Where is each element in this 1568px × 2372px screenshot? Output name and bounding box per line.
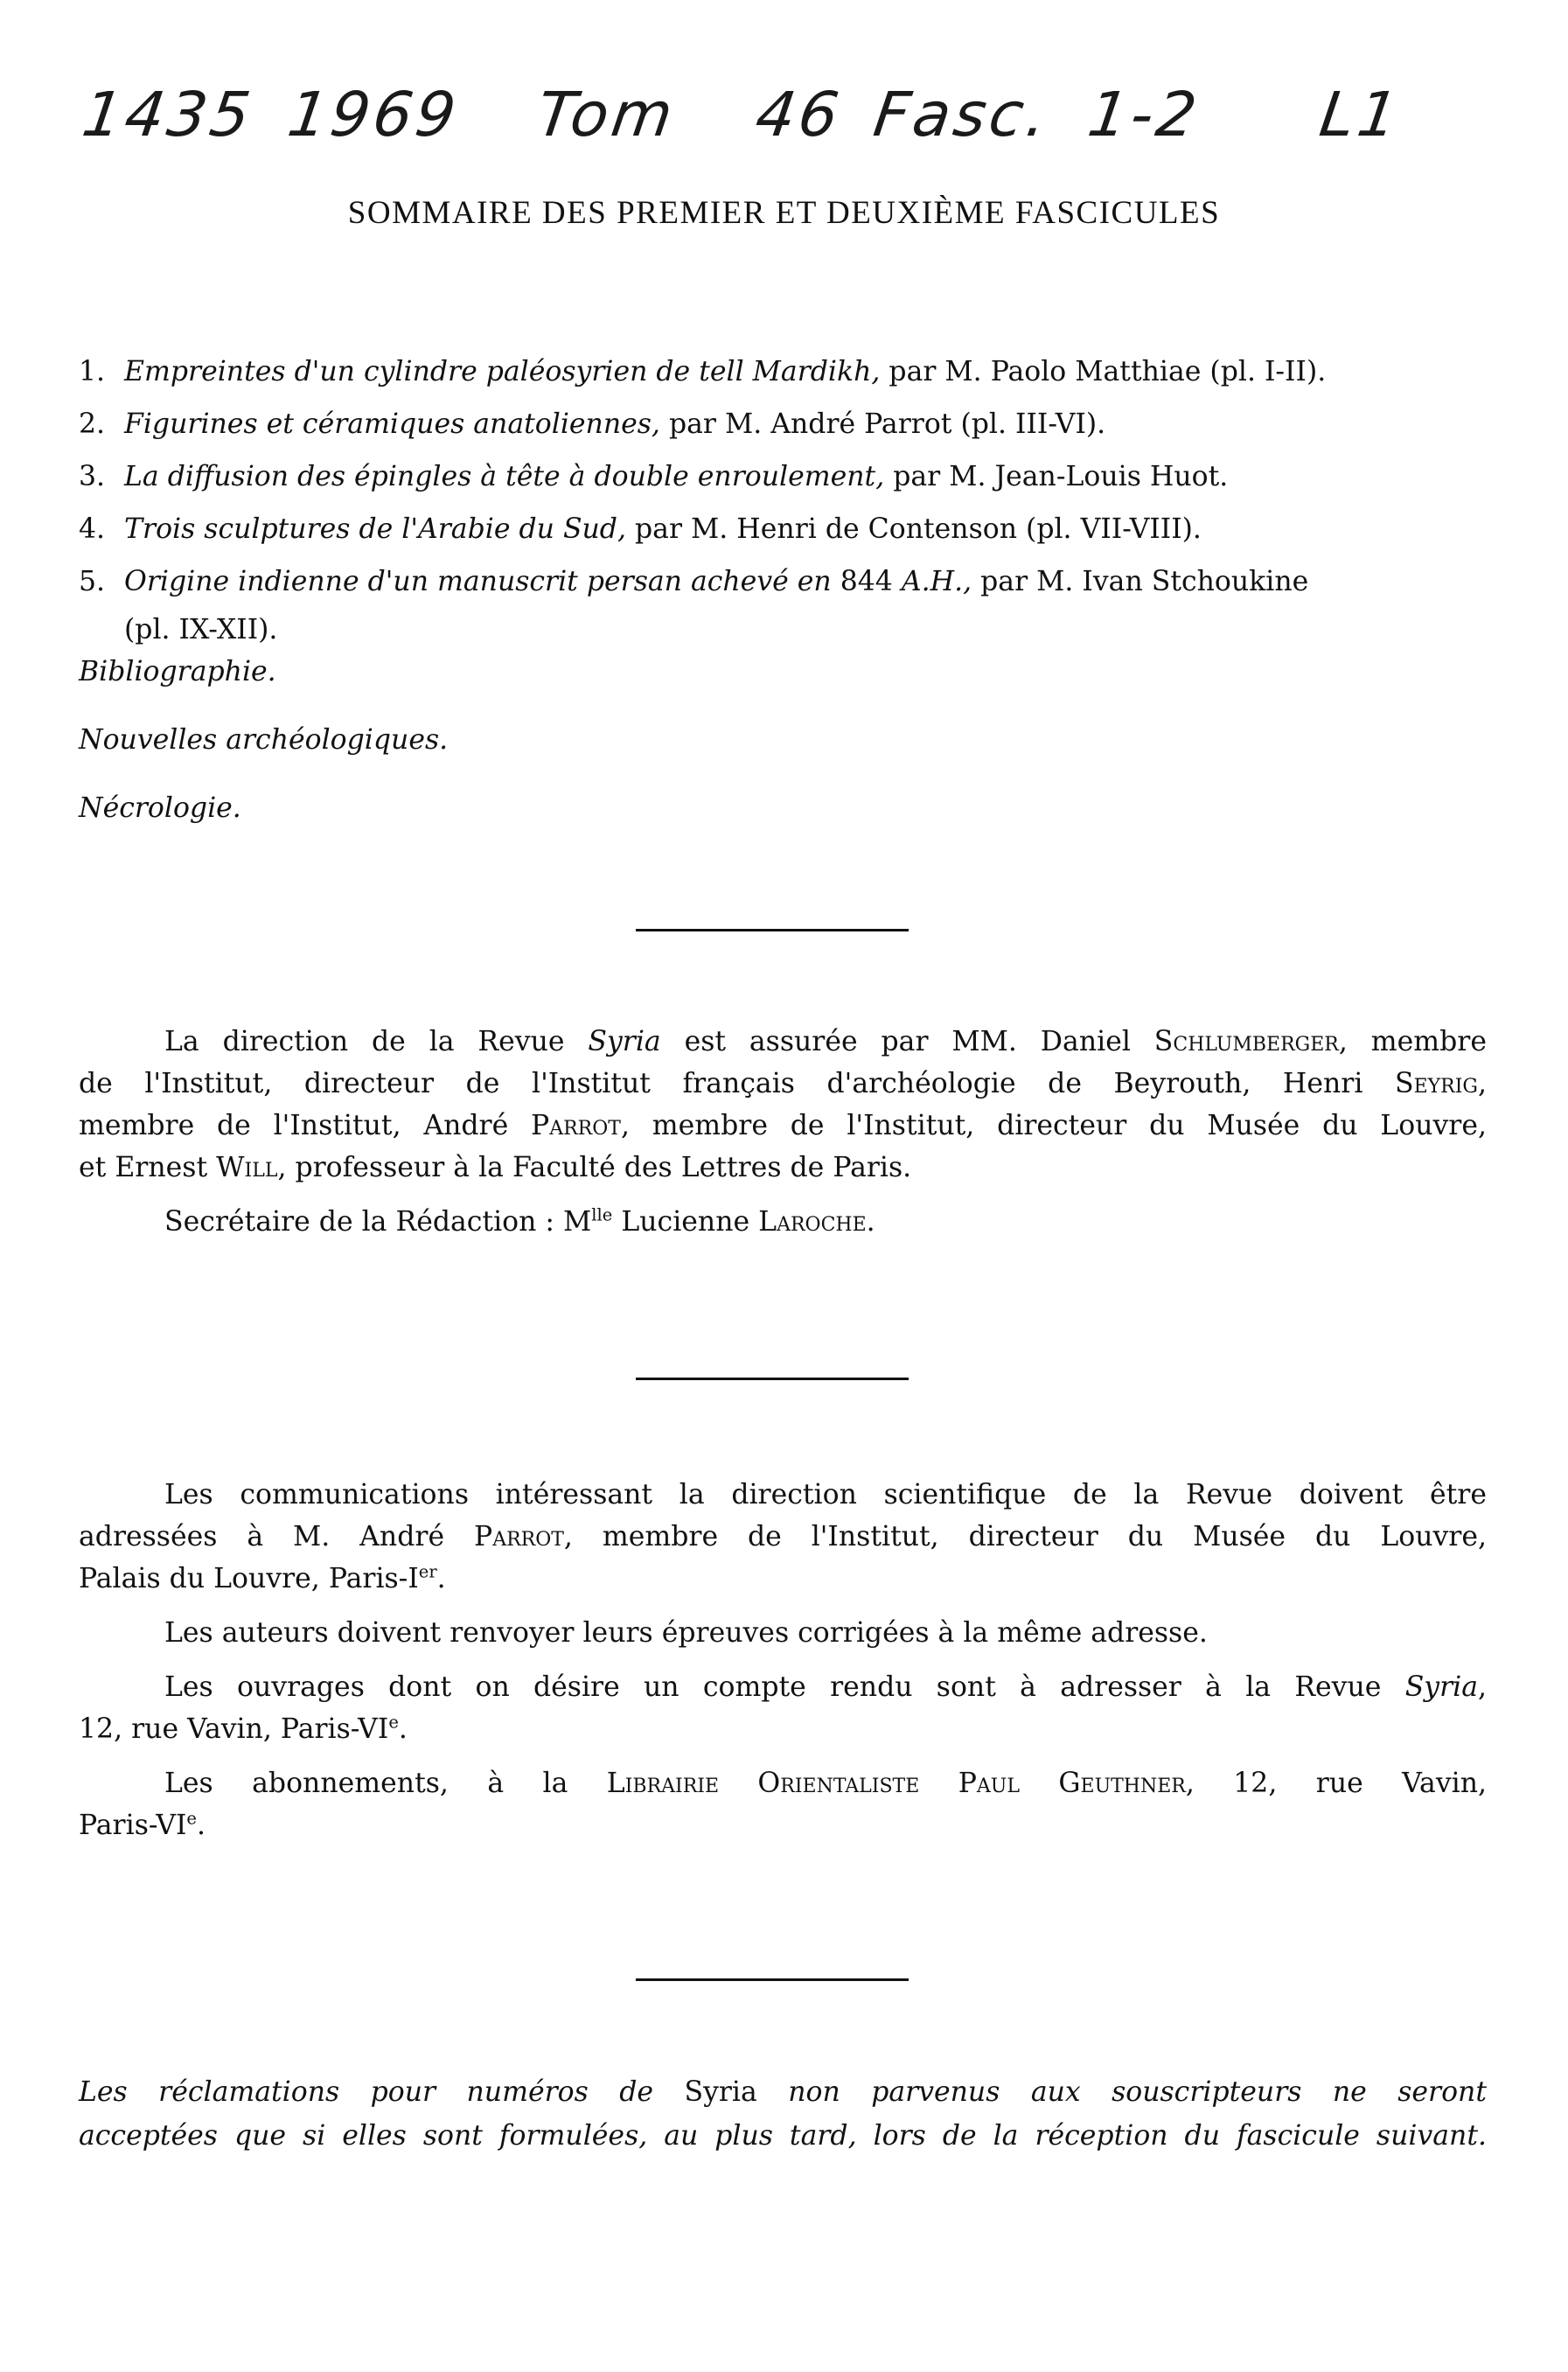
text-run: adressées à M. André: [79, 1521, 474, 1552]
text-run: Paris-VI: [79, 1810, 187, 1841]
toc-number: 4.: [79, 513, 106, 545]
divider: [636, 929, 909, 931]
text-run: .: [866, 1206, 875, 1238]
text-run: La direction de la Revue: [164, 1026, 589, 1057]
toc-number: 5.: [79, 566, 106, 597]
superscript: e: [186, 1808, 197, 1829]
handwritten-item: L1: [1315, 79, 1406, 150]
toc-number: 2.: [79, 408, 106, 440]
person-name: Schlumberger: [1153, 1026, 1339, 1057]
person-name: Parrot: [474, 1521, 564, 1552]
direction-paragraph: [79, 1021, 1487, 1243]
text-run: , professeur à la Faculté des Lettres de Paris.: [277, 1152, 912, 1183]
person-name: Will: [216, 1152, 278, 1183]
handwritten-item: 1-2: [1084, 79, 1205, 150]
table-of-contents: [79, 345, 1495, 652]
toc-title: A.H.,: [901, 566, 972, 597]
text-run: , membre: [1338, 1026, 1487, 1057]
text-run: et Ernest: [79, 1152, 217, 1183]
text-run: non parvenus aux souscripteurs ne seront: [756, 2076, 1488, 2108]
text-run: Les ouvrages dont on désire un compte rendu sont à adresser à la Revue: [164, 1671, 1405, 1703]
toc-continuation: (pl. IX-XII).: [124, 614, 278, 645]
toc-author: par M. Ivan Stchoukine: [972, 566, 1309, 597]
toc-item: [79, 398, 1495, 450]
superscript: lle: [591, 1204, 613, 1225]
page-title: SOMMAIRE DES PREMIER ET DEUXIÈME FASCICULES: [347, 195, 1221, 231]
text-run: Les réclamations pour numéros de: [79, 2076, 685, 2108]
divider: [636, 1378, 909, 1380]
publisher-name: Librairie Orientaliste Paul Geuthner: [606, 1768, 1186, 1799]
text-run: , membre de l'Institut, directeur du Musée du Louvre,: [620, 1110, 1487, 1141]
handwritten-annotation: [78, 70, 1482, 166]
toc-number: 1.: [79, 356, 106, 387]
text-run: est assurée par MM. Daniel: [660, 1026, 1154, 1057]
text-run: Lucienne: [612, 1206, 759, 1238]
divider: [636, 1978, 909, 1981]
text-line: Les communications intéressant la direction scientifique de la Revue doivent être: [164, 1479, 1487, 1510]
text-run: .: [196, 1810, 206, 1841]
text-run: 12, rue Vavin, Paris-VI: [79, 1713, 389, 1745]
communications-paragraph: [79, 1474, 1487, 1846]
journal-name: Syria: [684, 2076, 757, 2108]
section-bibliographie: Bibliographie.: [79, 656, 276, 687]
toc-item: [79, 503, 1495, 555]
handwritten-item: 1969: [283, 79, 463, 150]
toc-author: par M. André Parrot (pl. III-VI).: [659, 408, 1106, 440]
journal-name: Syria: [588, 1026, 661, 1057]
person-name: Seyrig: [1394, 1068, 1478, 1099]
toc-title: Trois sculptures de l'Arabie du Sud,: [124, 513, 626, 545]
text-run: , 12, rue Vavin,: [1185, 1768, 1487, 1799]
toc-title: Empreintes d'un cylindre paléosyrien de tell Mardikh,: [124, 356, 881, 387]
toc-title: Figurines et céramiques anatoliennes,: [124, 408, 660, 440]
superscript: er: [418, 1561, 437, 1582]
text-run: .: [398, 1713, 408, 1745]
text-run: Les abonnements, à la: [164, 1768, 607, 1799]
text-line: acceptées que si elles sont formulées, au plus tard, lors de la réception du fascicule suivant.: [79, 2120, 1487, 2152]
text-run: de l'Institut, directeur de l'Institut français d'archéologie de Beyrouth, Henri: [79, 1068, 1395, 1099]
text-run: ,: [1477, 1068, 1487, 1099]
text-run: Palais du Louvre, Paris-I: [79, 1563, 419, 1594]
notice-paragraph: [79, 2070, 1487, 2158]
toc-author: par M. Jean-Louis Huot.: [884, 461, 1229, 492]
handwritten-item: 46: [751, 79, 847, 150]
toc-number-text: 844: [831, 566, 902, 597]
journal-name: Syria: [1404, 1671, 1478, 1703]
handwritten-item: Fasc.: [869, 79, 1056, 150]
handwritten-item: 1435: [78, 79, 258, 150]
text-run: ,: [1477, 1671, 1487, 1703]
text-run: Secrétaire de la Rédaction : M: [164, 1206, 592, 1238]
toc-title: Origine indienne d'un manuscrit persan achevé en: [124, 566, 832, 597]
section-nouvelles: Nouvelles archéologiques.: [79, 724, 449, 756]
handwritten-item: Tom: [533, 79, 680, 150]
person-name: Laroche: [758, 1206, 867, 1238]
toc-item: [79, 345, 1495, 398]
toc-author: par M. Paolo Matthiae (pl. I-II).: [880, 356, 1327, 387]
toc-title: La diffusion des épingles à tête à double enroulement,: [124, 461, 885, 492]
toc-item: [79, 555, 1495, 608]
toc-author: par M. Henri de Contenson (pl. VII-VIII).: [625, 513, 1202, 545]
superscript: e: [388, 1712, 399, 1733]
person-name: Parrot: [531, 1110, 621, 1141]
text-run: .: [436, 1563, 446, 1594]
toc-item: [79, 450, 1495, 503]
text-run: , membre de l'Institut, directeur du Musée du Louvre,: [563, 1521, 1488, 1552]
text-line: Les auteurs doivent renvoyer leurs épreuves corrigées à la même adresse.: [164, 1617, 1208, 1649]
toc-number: 3.: [79, 461, 106, 492]
section-necrologie: Nécrologie.: [79, 792, 241, 824]
text-run: membre de l'Institut, André: [79, 1110, 532, 1141]
